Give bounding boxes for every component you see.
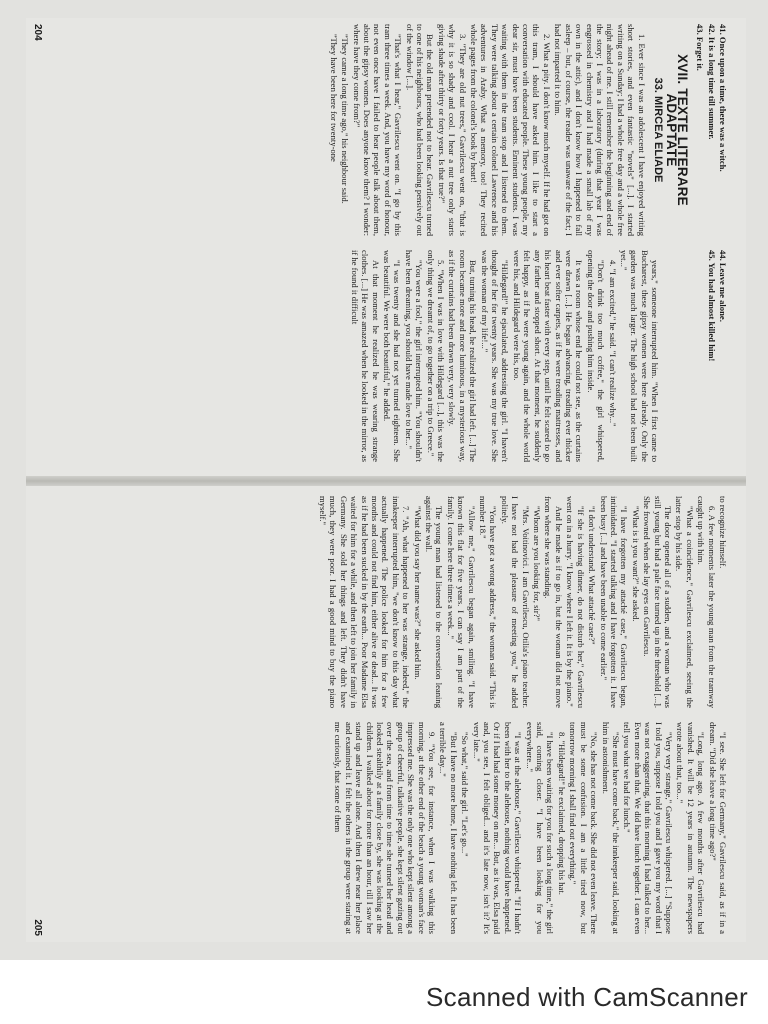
paragraph: 4. "I am excited," he said. "I can't realize why..." (607, 260, 618, 427)
paragraph: The young man had listened to the conversation leaning against the wall. (424, 496, 445, 708)
left-page-column-2 (58, 250, 728, 462)
paragraph: 3. "They are old nut trees," Gavrilescu went on, "that is why it is so shady and cool. I hear a nut tree only starts giving shade after thirty or forty years. Is that true?" (436, 24, 468, 236)
paragraph: "I see. She left for Germany," Gavrilescu said, as if in a dream. "Did she leave a long time ago?" (707, 722, 728, 934)
list-item: 41. Once upon a time, there was a witch. (718, 24, 728, 172)
paragraph: "Hildegard!" he ejaculated, addressing the girl. "I haven't thought of her for twenty years. She was my true love. She was the woman of my life!..." (479, 250, 511, 462)
paragraph: At that moment he realized he was wearing strange clothes. [...] He was amazed when he looked in the mirror, as if he found it difficult (349, 250, 381, 462)
paragraph: 7. "Ah, what happened to her was strange, indeed," the innkeeper interrupted him, "we don't know to this day what actually happened. The police looked for him for a few months and could not find him, either alive or dead... It was as if he had been sucked in by the earth... Poor Madame Elsa waited for him for a while, and then left to join her family in Germany. She sold her things and left. They didn't have much, they were poor. I had a good mind to buy the piano myself." (317, 496, 412, 708)
paragraph: 6. A few moments later the young man from the tramway caught up with him. (696, 496, 717, 708)
paragraph: "Whom are you looking for, sir?" (532, 506, 543, 622)
list-item: 42. It is a long time till summer. (706, 24, 717, 140)
page-number: 205 (32, 919, 43, 936)
right-page-column-1 (58, 496, 728, 708)
book-gutter (26, 476, 746, 486)
paragraph: "You have got a wrong address," the woman said. "This is number 18." (478, 496, 499, 708)
paragraph: "Long, long ago. A few months after Gavrilescu had vanished. It will be 12 years in autumn. The newspapers wrote about that, too..." (675, 722, 707, 934)
paragraph: The door opened all of a sudden, and a woman who was still young but had a pale face turned up in the threshold [...]. She frowned when she lay eyes on Gavrilescu. (642, 496, 673, 708)
paragraph: "But I have no more home, I have nothing left. It has been a terrible day..." (438, 722, 459, 934)
paragraph: And he made as if to go in, but the woman did not move from where she was standing. (543, 496, 564, 708)
paragraph: "What is it you want?" she asked. (630, 506, 641, 622)
author-title: 33. MIRCEA ELIADE (651, 77, 664, 183)
paragraph: "Allow me," Gavrilescu began again, smiling. "I have known this flat for five years. I can say I am part of the family. I come here three times a week..." (445, 496, 477, 708)
camscanner-watermark: Scanned with CamScanner (426, 982, 748, 1012)
paragraph: "If she is having dinner, do not disturb her," Gavrilescu went on in a hurry. "I know where I left it. It is by the piano." (565, 496, 586, 708)
paragraph: "Mrs. Voitinovici. I am Gavrilescu, Otilia's piano teacher. I have not had the pleasure of meeting you," he added politely. (499, 496, 531, 708)
paragraph: 2. What a pity. I don't know much myself. If he had got on this tram, I should have asked him. I like to start a conversation with educated people. These young people, my dear sir, must have been students. Eminent students. I was waiting with them in the tram stop and I listened to them. They were talking about a certain colonel Lawrence and his adventures in Araby. What a memory, too! They recited whole pages from the colonel's book by heart! (469, 24, 552, 236)
right-page-column-2 (58, 722, 728, 934)
paragraph: 8. "Hildegard!" he exclaimed, dropping his hat. (556, 732, 567, 895)
paragraph: years," someone interrupted him. "When I first came to Bucharest, these gipsy women were here already. Only the garden was much larger. The high school had not been built yet..." (618, 250, 661, 462)
paragraph: "That's what I hear," Gavrilescu went on. "I go by this tram three times a week. And, you have my word of honour, not even once have I failed to hear people talk about them, about the gipsy women. Does anyone know them? I wonder: where have they come from?" (351, 24, 404, 236)
paragraph: "You were a fool," the girl interrupted him. "You shouldn't have been dreaming, you should have made love to her..." (403, 250, 425, 462)
paragraph: "They came a long time ago," his neighbour said. (340, 34, 351, 204)
list-item: 45. You had almost killed him! (706, 250, 717, 362)
paragraph: "Don't drink too much coffee," the girl whispered, opening the door and pushing him inside. (585, 250, 607, 462)
left-page-columns (58, 24, 728, 464)
paragraph: 5. "When I was in love with Hildegard [...], this was the only thing we dreamt of, to go together on a trip to Greece." (425, 250, 447, 462)
paragraph: But the old man pretended not to hear. Gavrilescu turned to one of his neighbours, who had been looking pensively out of the window [...]. (404, 24, 436, 236)
paragraph: "Very very strange," Gavrilescu whispered. [...] "Suppose I told you, suppose I told you and I gave you my word that I was not exaggerating, that this morning I had talked to her... Even more than that. We did have lunch together. I can even tell you what we had for lunch." (622, 722, 674, 934)
list-item: 44. Leave me alone. (718, 250, 728, 322)
paragraph: "No, she has not come back. She did not even leave. There must be some confusion. I am a little tired now, but tomorrow morning I shall find out everything." (568, 722, 600, 934)
right-page (26, 496, 746, 936)
right-page-columns (58, 496, 728, 936)
paragraph: "I have forgotten my attaché case," Gavrilescu began, intimidated. "I started talking and I have forgotten it. I have been busy [...] and have been unable to come earlier." (598, 496, 630, 708)
book-spread (26, 18, 746, 942)
paragraph: "I was at the alehouse," Gavrilescu whispered. "If I hadn't been with her to the alehouse, nothing would have happened. Or if I had had some money on me... But, as it was, Elsa paid and, you see, I felt obliged... and it's late now, isn't it? It's very late..." (471, 722, 524, 934)
paragraph: It was a room whose end he could not see, as the curtains were drawn [...]. He began advancing, treading ever thicker and ever softer carpets, as if he were treading mattresses, and his heart beat faster with every step, until he felt scared to go any farther and stopped short. At that moment, he suddenly felt happy, as if he were young again, and the whole world were his, and Hildegard were his, too. (511, 250, 585, 462)
paragraph: to recognize himself. (718, 496, 728, 569)
paragraph: But, turning his head, he realized the girl had left. [...] The room became more and more luminous, in a mysterious way, as if the curtains had been drawn very, very slowly. (447, 250, 479, 462)
paragraph: "I don't understand. What attaché case?" (587, 506, 598, 645)
paragraph: "She must have come back," the innkeeper said, looking at him in astonishment. (600, 722, 621, 934)
paragraph: "They have been here for twenty-one (328, 34, 339, 162)
paragraph: "I was twenty and she had not yet turned eighteen. She was beautiful. We were both beautiful," he added. (382, 250, 403, 462)
paragraph: "I have been waiting for you for such a long time," the girl said, coming closer. "I have been looking for you everywhere..." (524, 722, 556, 934)
paragraph: "What a coincidence," Gavrilescu exclaimed, seeing the latter stop by his side. (674, 496, 695, 708)
list-item: 43. Forget it. (695, 24, 706, 71)
left-page (26, 24, 746, 464)
paragraph: "So what," said the girl. "Let's go..." (460, 732, 471, 857)
paragraph: 9. "You see, for instance, when I was walking this morning, at the other end of the beach a young woman's face impressed me. She was the only one who kept silent among a group of cheerful, talkative people, she kept silent gazing out over the sea, and from time to time she turned her head and looked stealthily at a family close by, she was looking at the children. I walked about for more than an hour, till I saw her stand up and leave all alone. And then I drew near her place and examined it. I felt the others in the group were staring at me curiously, that some of them (333, 722, 438, 934)
page-number: 204 (32, 24, 43, 41)
paragraph: 1. Ever since I was an adolescent I have enjoyed writing short stories, and even fantastic "novels" [...]. I started writing on a Sunday; I had a whole free day and a whole free night ahead of me. I still remember the beginning and end of the story; I was in a laboratory (during that year I was engrossed in chemistry and I had made a small lab of my own in the attic), and I don't know how I happened to fall asleep – but, of course, the reader was unaware of the fact; I had not imparted it to him. (553, 24, 647, 236)
chapter-title: XVII. TEXTE LITERARE ADAPTATE (664, 54, 690, 206)
paragraph: "What did you say her name was?" she asked him. (412, 506, 423, 680)
left-page-column-1 (58, 24, 728, 236)
